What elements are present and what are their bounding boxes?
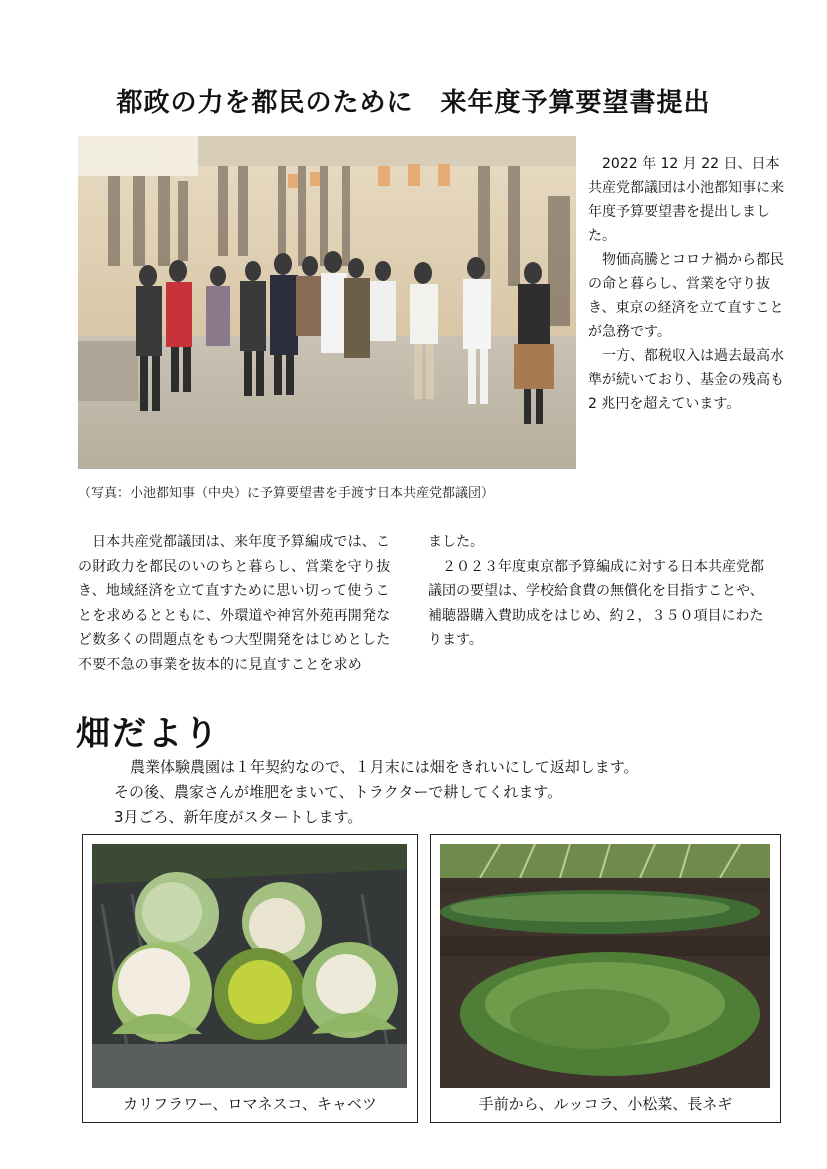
farm-line: その後、農家さんが堆肥をまいて、トラクターで耕してくれます。 [114, 783, 563, 801]
photo-caption: （写真：小池都知事（中央）に予算要望書を手渡す日本共産党都議団） [78, 486, 495, 501]
article-column-right [428, 530, 774, 653]
request-paragraph: ２０２３年度東京都予算編成に対する日本共産党都議団の要望は、学校給食費の無償化を目指すことや、補聴器購入費助成をはじめ、約２，３５０項目にわたります。 [428, 558, 764, 648]
farm-line: 農業体験農園は１年契約なので、１月末には畑をきれいにして返却します。 [130, 758, 639, 776]
vegetable-photo-box [82, 834, 418, 1123]
article-side-text [588, 152, 788, 416]
field-caption: 手前から、ルッコラ、小松菜、長ネギ [478, 1095, 733, 1113]
vegetable-photo [92, 844, 407, 1088]
field-photo [440, 844, 770, 1088]
group-photo [78, 136, 576, 469]
page-title: 都政の力を都民のために 来年度予算要望書提出 [116, 88, 711, 118]
vegetable-caption: カリフラワー、ロマネスコ、キャベツ [123, 1095, 377, 1113]
farm-section-heading: 畑だより [76, 714, 220, 754]
side-paragraph: 物価高騰とコロナ禍から都民の命と暮らし、営業を守り抜き、東京の経済を立て直すことが急務です。 [588, 252, 784, 340]
continued-text: ました。 [428, 534, 484, 550]
field-photo-box [430, 834, 781, 1123]
side-paragraph: 一方、都税収入は過去最高水準が続いており、基金の残高も 2 兆円を超えています。 [588, 348, 784, 412]
farm-text [114, 755, 639, 830]
farm-line: 3月ごろ、新年度がスタートします。 [114, 808, 363, 826]
article-column-left: 日本共産党都議団は、来年度予算編成では、この財政力を都民のいのちと暮らし、営業を守り抜き、地域経済を立て直すために思い切って使うことを求めるとともに、外環道や神宮外苑再開発など数多くの問題点をもつ大型開発をはじめとした不要不急の事業を抜本的に見直すことを求め [78, 534, 391, 673]
side-paragraph: 2022 年 12 月 22 日、日本共産党都議団は小池都知事に来年度予算要望書を提出しました。 [588, 156, 784, 244]
